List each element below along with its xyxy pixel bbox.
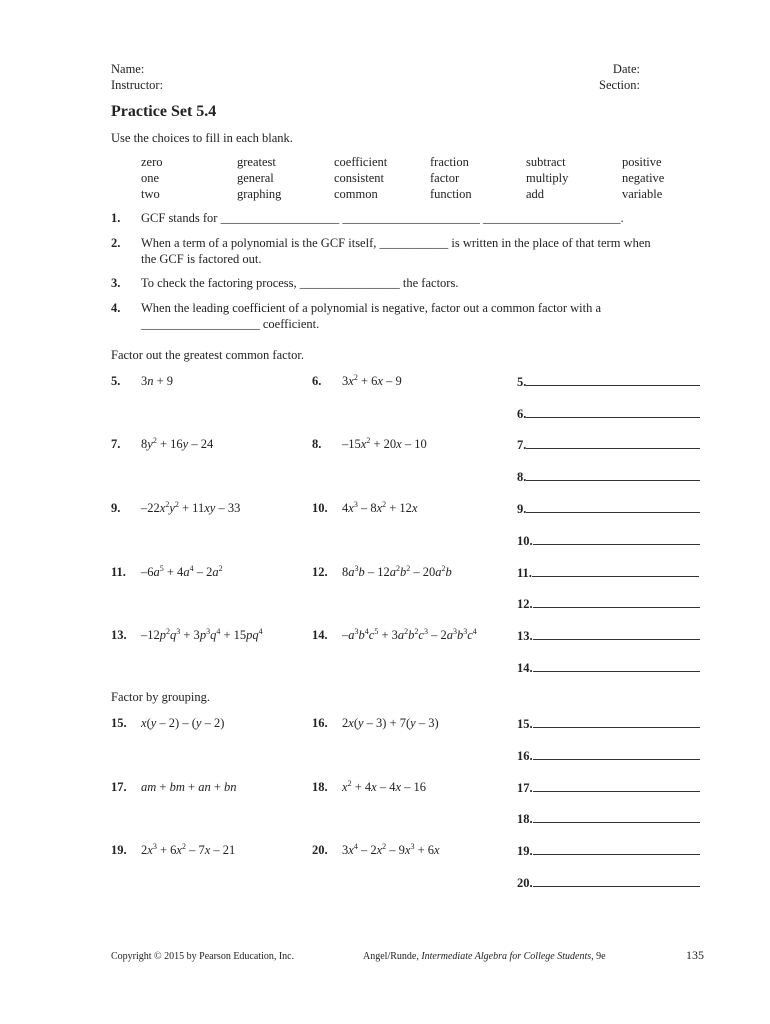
choice-word: positive: [622, 155, 662, 169]
answer-line[interactable]: [533, 596, 700, 608]
fill-item-2-text-cont: the GCF is factored out.: [141, 252, 262, 266]
book-authors: Angel/Runde,: [363, 951, 422, 962]
answer-label: 19.: [517, 844, 533, 858]
copyright: Copyright © 2015 by Pearson Education, Inc.: [111, 951, 295, 962]
answer-line[interactable]: [533, 533, 700, 545]
book-edition: , 9e: [591, 951, 606, 962]
answer-blank[interactable]: [517, 596, 700, 612]
problem-expression: x(y – 2) – (y – 2): [141, 716, 225, 730]
choice-word: consistent: [334, 171, 384, 185]
problem-number: 15.: [111, 716, 127, 730]
fill-item-1-text: GCF stands for ___________________ ______________________ ______________________.: [141, 211, 624, 225]
problem-number: 12.: [312, 565, 328, 579]
problem-number: 9.: [111, 501, 121, 515]
answer-label: 5.: [517, 375, 527, 389]
fill-item-3-text: To check the factoring process, ________________ the factors.: [141, 276, 459, 290]
answer-line[interactable]: [526, 469, 700, 481]
problem-expression: $x^2 + 4x - 4x - 16$: [342, 778, 426, 794]
problem-expression: 2x(y – 3) + 7(y – 3): [342, 716, 439, 730]
answer-line[interactable]: [526, 374, 700, 386]
instructions: Use the choices to fill in each blank.: [111, 131, 293, 145]
page-title: Practice Set 5.4: [111, 103, 217, 120]
choice-word: function: [430, 187, 472, 201]
problem-number: 11.: [111, 565, 126, 579]
answer-label: 18.: [517, 812, 533, 826]
answer-line[interactable]: [533, 843, 700, 855]
answer-line[interactable]: [526, 406, 700, 418]
problem-number: 17.: [111, 780, 127, 794]
item-number: 2.: [111, 236, 121, 250]
choice-word: negative: [622, 171, 665, 185]
answer-blank[interactable]: [517, 748, 700, 764]
choice-word: two: [141, 187, 160, 201]
choice-word: fraction: [430, 155, 469, 169]
choice-word: one: [141, 171, 160, 185]
answer-blank[interactable]: [517, 406, 700, 422]
problem-number: 14.: [312, 628, 328, 642]
answer-line[interactable]: [533, 748, 700, 760]
answer-blank[interactable]: [517, 469, 700, 485]
fill-item-2-text: When a term of a polynomial is the GCF itself, ___________ is written in the place of that term when: [141, 236, 651, 250]
problem-number: 19.: [111, 843, 127, 857]
choice-word: general: [237, 171, 274, 185]
problem-expression: $8y^2 + 16y - 24$: [141, 435, 214, 451]
problem-expression: $-a^3b^4c^5 + 3a^2b^2c^3 - 2a^3b^3c^4$: [342, 626, 477, 642]
choice-word: common: [334, 187, 378, 201]
problem-number: 20.: [312, 843, 328, 857]
problem-expression: $2x^3 + 6x^2 - 7x - 21$: [141, 841, 236, 857]
answer-line[interactable]: [533, 660, 700, 672]
choice-word: factor: [430, 171, 460, 185]
choice-word: graphing: [237, 187, 282, 201]
choice-word: add: [526, 187, 545, 201]
answer-label: 13.: [517, 629, 533, 643]
answer-line[interactable]: [532, 565, 699, 577]
answer-line[interactable]: [526, 501, 700, 513]
problem-expression: am + bm + an + bn: [141, 780, 237, 794]
answer-line[interactable]: [533, 875, 700, 887]
book-citation: [363, 951, 606, 962]
answer-line[interactable]: [533, 780, 700, 792]
section-label: Section:: [599, 78, 640, 92]
answer-label: 20.: [517, 876, 533, 890]
answer-blank[interactable]: [517, 660, 700, 676]
answer-blank[interactable]: [517, 565, 699, 581]
answer-label: 6.: [517, 407, 527, 421]
answer-label: 8.: [517, 470, 527, 484]
answer-blank[interactable]: [517, 780, 700, 796]
problem-number: 8.: [312, 437, 322, 451]
answer-line[interactable]: [533, 716, 700, 728]
answer-blank[interactable]: [517, 811, 700, 827]
answer-label: 10.: [517, 534, 533, 548]
answer-label: 7.: [517, 438, 527, 452]
problem-expression: $-6a^5 + 4a^4 - 2a^2$: [141, 563, 223, 579]
page-number: 135: [686, 948, 704, 962]
problem-number: 10.: [312, 501, 328, 515]
problem-number: 13.: [111, 628, 127, 642]
answer-blank[interactable]: [517, 843, 700, 859]
problem-expression: 3n + 9: [141, 374, 174, 388]
name-label: Name:: [111, 62, 145, 76]
answer-blank[interactable]: [517, 501, 700, 517]
choice-word: subtract: [526, 155, 566, 169]
answer-blank[interactable]: [517, 533, 700, 549]
item-number: 3.: [111, 276, 121, 290]
answer-label: 14.: [517, 661, 533, 675]
answer-blank[interactable]: [517, 716, 700, 732]
section-heading-gcf: Factor out the greatest common factor.: [111, 348, 304, 362]
problem-number: 16.: [312, 716, 328, 730]
choice-word: variable: [622, 187, 663, 201]
problem-expression: $8a^3b - 12a^2b^2 - 20a^2b$: [342, 563, 452, 579]
answer-label: 17.: [517, 781, 533, 795]
problem-number: 7.: [111, 437, 121, 451]
date-label: Date:: [612, 62, 640, 76]
problem-expression: $-22x^2y^2 + 11xy - 33$: [141, 499, 241, 515]
problem-expression: $-12p^2q^3 + 3p^3q^4 + 15pq^4$: [141, 626, 263, 642]
book-title: Intermediate Algebra for College Students: [421, 951, 592, 962]
problem-expression: $3x^4 - 2x^2 - 9x^3 + 6x$: [342, 841, 440, 857]
answer-label: 9.: [517, 502, 527, 516]
choice-word: greatest: [237, 155, 276, 169]
answer-label: 15.: [517, 717, 533, 731]
problem-number: 5.: [111, 374, 121, 388]
fill-item-4-text-cont: ___________________ coefficient.: [141, 317, 320, 331]
answer-blank[interactable]: [517, 374, 700, 390]
choice-word: multiply: [526, 171, 569, 185]
item-number: 1.: [111, 211, 121, 225]
answer-label: 11.: [517, 566, 532, 580]
answer-label: 16.: [517, 749, 533, 763]
instructor-label: Instructor:: [111, 78, 164, 92]
problem-expression: $3x^2 + 6x - 9$: [342, 372, 402, 388]
problem-number: 18.: [312, 780, 328, 794]
answer-blank[interactable]: [517, 875, 700, 891]
answer-blank[interactable]: [517, 437, 700, 453]
answer-line[interactable]: [533, 811, 700, 823]
section-heading-grouping: Factor by grouping.: [111, 690, 210, 704]
answer-blank[interactable]: [517, 628, 700, 644]
problem-number: 6.: [312, 374, 322, 388]
choice-word: zero: [141, 155, 163, 169]
problem-expression: $-15x^2 + 20x - 10$: [342, 435, 427, 451]
answer-line[interactable]: [533, 628, 700, 640]
choice-word: coefficient: [334, 155, 388, 169]
item-number: 4.: [111, 301, 121, 315]
fill-item-4-text: When the leading coefficient of a polynomial is negative, factor out a common factor with a: [141, 301, 602, 315]
problem-expression: $4x^3 - 8x^2 + 12x$: [342, 499, 418, 515]
answer-label: 12.: [517, 597, 533, 611]
answer-line[interactable]: [526, 437, 700, 449]
